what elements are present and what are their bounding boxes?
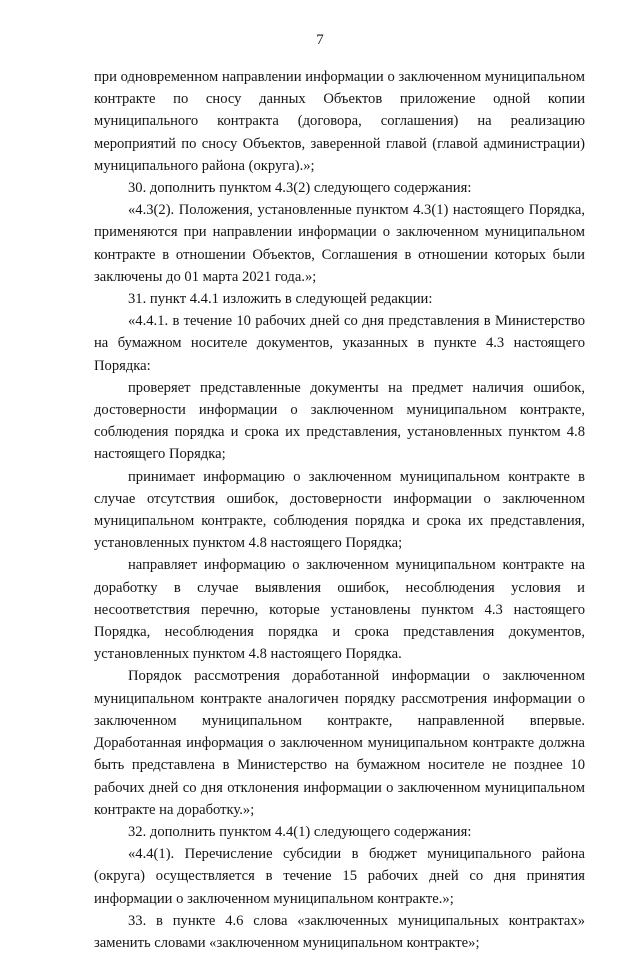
page-number: 7 bbox=[316, 32, 324, 48]
paragraph-item-31: 31. пункт 4.4.1 изложить в следующей редакции: bbox=[128, 291, 433, 308]
paragraph-4-4-1-subsidy: «4.4(1). Перечисление субсидии в бюджет муниципального района (округа) осуществляется в течение 15 рабочих дней со дня принятия информации о заключенном муниципальном контракте.»; bbox=[94, 846, 585, 907]
paragraph-rework-procedure: Порядок рассмотрения доработанной информации о заключенном муниципальном контракте аналогичен порядку рассмотрения информации о заключенном муниципальном контракте, направленной впервые. Доработанная информация о заключенном муниципальном контракте должна быть представлена в Министерство на бумажном носителе не позднее 10 рабочих дней со дня отклонения информации о заключенном муниципальном контракте на доработку.»; bbox=[94, 668, 585, 818]
paragraph-accepts-information: принимает информацию о заключенном муниципальном контракте в случае отсутствия ошибок, достоверности информации о заключенном муниципальном контракте, соблюдения порядка и срока их представления, установленных пунктом 4.8 настоящего Порядка; bbox=[94, 468, 585, 552]
paragraph-item-30: 30. дополнить пунктом 4.3(2) следующего содержания: bbox=[128, 180, 472, 197]
paragraph-4-4-1: «4.4.1. в течение 10 рабочих дней со дня представления в Министерство на бумажном носителе документов, указанных в пункте 4.3 настоящего Порядка: bbox=[94, 313, 585, 374]
paragraph-4-3-2: «4.3(2). Положения, установленные пунктом 4.3(1) настоящего Порядка, применяются при направлении информации о заключенном муниципальном контракте в отношении Объектов, Соглашения в отношении которых были заключены до 01 марта 2021 года.»; bbox=[94, 202, 585, 285]
paragraph-item-33: 33. в пункте 4.6 слова «заключенных муниципальных контрактах» заменить словами «заключенном муниципальном контракте»; bbox=[94, 912, 585, 951]
document-body bbox=[94, 66, 585, 954]
paragraph-snos-continuation: при одновременном направлении информации о заключенном муниципальном контракте по сносу данных Объектов приложение одной копии муниципального контракта (договора, соглашения) на реализацию мероприятий по сносу Объектов, заверенной главой (главой администрации) муниципального района (округа).»; bbox=[94, 69, 585, 174]
paragraph-item-32: 32. дополнить пунктом 4.4(1) следующего содержания: bbox=[128, 823, 472, 840]
paragraph-checks-documents: проверяет представленные документы на предмет наличия ошибок, достоверности информации о заключенном муниципальном контракте, соблюдения порядка и срока их представления, установленных пунктом 4.8 настоящего Порядка; bbox=[94, 379, 585, 463]
paragraph-returns-for-rework: направляет информацию о заключенном муниципальном контракте на доработку в случае выявления ошибок, несоблюдения условия и несоответствия перечню, которые установлены пунктом 4.3 настоящего Порядка, несоблюдения порядка и срока представления документов, установленных пунктом 4.8 настоящего Порядка. bbox=[94, 557, 585, 663]
